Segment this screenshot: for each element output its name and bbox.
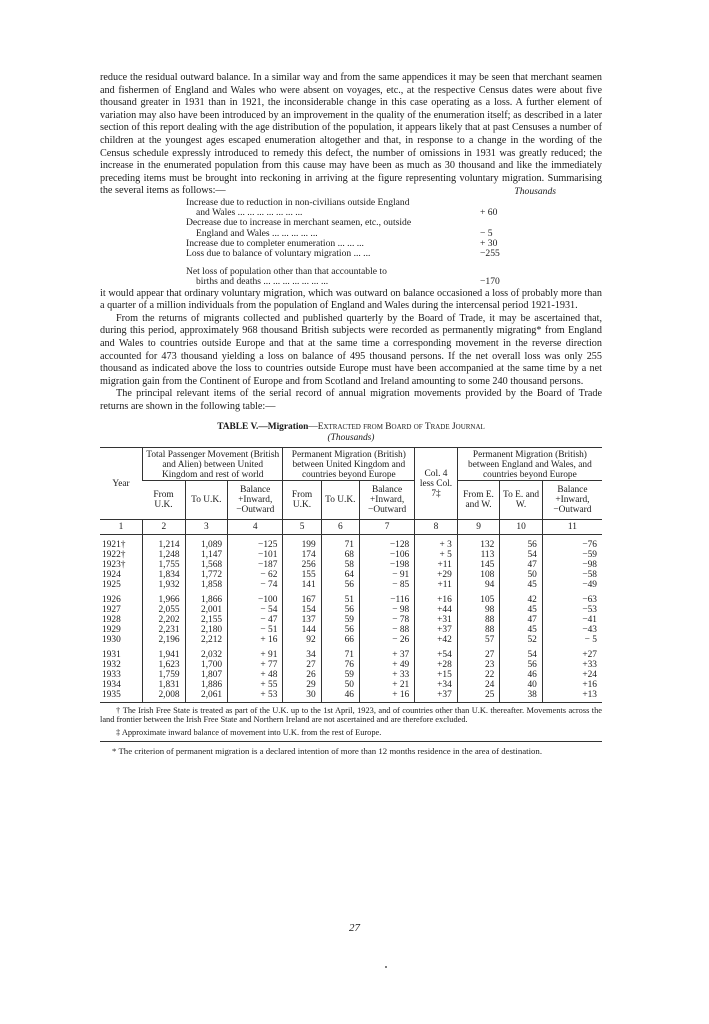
summary-item-label: Increase due to completer enumeration ... ... ... <box>186 237 364 249</box>
value-cell: −198 <box>359 560 414 570</box>
value-cell: 174 <box>283 550 321 560</box>
value-cell: 58 <box>321 560 359 570</box>
value-cell: 155 <box>283 570 321 580</box>
year-cell: 1927 <box>102 604 121 615</box>
value-cell: 137 <box>283 615 321 625</box>
value-cell: 56 <box>500 660 543 670</box>
year-cell: 1928 <box>102 614 121 625</box>
value-cell: 2,055 <box>143 605 186 615</box>
table-row <box>100 670 602 680</box>
value-cell: + 16 <box>228 635 283 645</box>
summary-item-label-cont: England and Wales ... ... ... ... ... <box>196 227 318 239</box>
col-number: 5 <box>283 519 321 534</box>
page-number: 27 <box>349 922 360 934</box>
group-header-uk: Permanent Migration (British) between United Kingdom and countries beyond Europe <box>283 447 415 480</box>
value-cell: 1,886 <box>185 680 228 690</box>
summary-item-value: + 60 <box>480 207 498 219</box>
year-cell: 1930 <box>102 634 121 645</box>
value-cell: 56 <box>321 605 359 615</box>
value-cell: −63 <box>542 590 602 605</box>
value-cell: 132 <box>457 534 500 550</box>
table-row <box>100 680 602 690</box>
value-cell: 40 <box>500 680 543 690</box>
value-cell: 1,568 <box>185 560 228 570</box>
value-cell: 27 <box>283 660 321 670</box>
value-cell: 1,759 <box>143 670 186 680</box>
value-cell: +15 <box>415 670 458 680</box>
value-cell: −59 <box>542 550 602 560</box>
col-number: 10 <box>500 519 543 534</box>
value-cell: 2,032 <box>185 645 228 660</box>
year-cell: 1929 <box>102 624 121 635</box>
value-cell: 1,866 <box>185 590 228 605</box>
summary-block <box>186 185 556 288</box>
summary-item-value: − 5 <box>480 227 493 239</box>
value-cell: 54 <box>500 550 543 560</box>
value-cell: 57 <box>457 635 500 645</box>
value-cell: 2,155 <box>185 615 228 625</box>
table-row <box>100 550 602 560</box>
value-cell: 68 <box>321 550 359 560</box>
value-cell: 76 <box>321 660 359 670</box>
col-number: 6 <box>321 519 359 534</box>
value-cell: 154 <box>283 605 321 615</box>
value-cell: +34 <box>415 680 458 690</box>
value-cell: 1,089 <box>185 534 228 550</box>
value-cell: + 49 <box>359 660 414 670</box>
value-cell: 56 <box>500 534 543 550</box>
col-number: 2 <box>143 519 186 534</box>
col-header: From E. and W. <box>457 480 500 519</box>
group-header-total: Total Passenger Movement (British and Alien) between United Kingdom and rest of world <box>143 447 283 480</box>
value-cell: + 48 <box>228 670 283 680</box>
paragraph-1: reduce the residual outward balance. In a similar way and from the same appendices it may be seen that merchant seamen and fishermen of England and Wales who were absent on voyages, etc., at the respective Census dates were about five thousand greater in 1931 than in 1921, the inconsiderable change in this case operating as a loss. A further element of variation may also have been introduced by an improvement in the quality of the enumeration itself; as described in a later section of this report dealing with the age distribution of the population, it appears likely that at past Censuses a number of children at the youngest ages escaped enumeration altogether and that, in response to a change in the wording of the Census schedule expressly introduced to remedy this defect, the number of omissions in 1931 was greatly reduced; the increase in the enumerated population from this cause may have been as much as 30 thousand and like the immediately preceding items must be brought into reckoning in arriving at the figure representing voluntary migration. Summarising the several items as follows:— <box>100 72 602 197</box>
table-row <box>100 534 602 550</box>
value-cell: −100 <box>228 590 283 605</box>
value-cell: −125 <box>228 534 283 550</box>
summary-unit: Thousands <box>514 185 556 197</box>
value-cell: + 3 <box>415 534 458 550</box>
col8-header: Col. 4 less Col. 7‡ <box>415 447 458 519</box>
col-header: Balance +Inward, −Outward <box>228 480 283 519</box>
year-header: Year <box>100 447 143 519</box>
value-cell: 1,831 <box>143 680 186 690</box>
year-cell: 1932 <box>102 659 121 670</box>
value-cell: 1,941 <box>143 645 186 660</box>
summary-net-label: Net loss of population other than that accountable to <box>186 266 387 278</box>
year-cell: 1921† <box>102 539 126 550</box>
value-cell: 199 <box>283 534 321 550</box>
value-cell: 46 <box>321 690 359 703</box>
table-row <box>100 560 602 570</box>
table-caption <box>100 422 602 444</box>
value-cell: 71 <box>321 534 359 550</box>
col-number: 1 <box>100 519 143 534</box>
table-row <box>100 635 602 645</box>
value-cell: − 54 <box>228 605 283 615</box>
col-number: 11 <box>542 519 602 534</box>
value-cell: 47 <box>500 615 543 625</box>
value-cell: 34 <box>283 645 321 660</box>
year-cell: 1923† <box>102 559 126 570</box>
value-cell: +44 <box>415 605 458 615</box>
value-cell: 1,248 <box>143 550 186 560</box>
table-row <box>100 645 602 660</box>
page-body <box>100 72 602 756</box>
value-cell: −41 <box>542 615 602 625</box>
paragraph-3: From the returns of migrants collected and published quarterly by the Board of Trade, it may be ascertained that, during this period, approximately 968 thousand British subjects were recorded as permanently migrating* from England and Wales to countries outside Europe and that at the same time a corresponding movement in the reverse direction accounted for 473 thousand yielding a loss on balance of 495 thousand persons. If the net overall loss was only 255 thousand as indicated above the loss to countries outside Europe must have been accompanied at the same time by a net migration gain from the Continent of Europe and from Scotland and Ireland amounting to some 240 thousand persons. <box>100 312 602 387</box>
value-cell: 50 <box>500 570 543 580</box>
speck <box>385 966 387 968</box>
value-cell: 1,807 <box>185 670 228 680</box>
value-cell: 1,858 <box>185 580 228 590</box>
value-cell: −98 <box>542 560 602 570</box>
value-cell: +54 <box>415 645 458 660</box>
summary-net <box>186 277 516 287</box>
value-cell: 113 <box>457 550 500 560</box>
value-cell: − 51 <box>228 625 283 635</box>
table-row <box>100 590 602 605</box>
value-cell: 56 <box>321 580 359 590</box>
value-cell: 47 <box>500 560 543 570</box>
year-cell: 1925 <box>102 579 121 590</box>
value-cell: 27 <box>457 645 500 660</box>
value-cell: −116 <box>359 590 414 605</box>
value-cell: 1,932 <box>143 580 186 590</box>
table-row <box>100 580 602 590</box>
value-cell: −49 <box>542 580 602 590</box>
value-cell: 98 <box>457 605 500 615</box>
value-cell: − 88 <box>359 625 414 635</box>
value-cell: +37 <box>415 625 458 635</box>
value-cell: 108 <box>457 570 500 580</box>
col-header: From U.K. <box>283 480 321 519</box>
value-cell: 64 <box>321 570 359 580</box>
summary-item-value: + 30 <box>480 237 498 249</box>
value-cell: 2,001 <box>185 605 228 615</box>
value-cell: + 16 <box>359 690 414 703</box>
col-header: To U.K. <box>321 480 359 519</box>
value-cell: − 78 <box>359 615 414 625</box>
summary-item <box>186 249 516 259</box>
value-cell: − 98 <box>359 605 414 615</box>
value-cell: 2,231 <box>143 625 186 635</box>
year-cell: 1931 <box>102 649 121 660</box>
value-cell: 24 <box>457 680 500 690</box>
value-cell: + 37 <box>359 645 414 660</box>
value-cell: +27 <box>542 645 602 660</box>
value-cell: +42 <box>415 635 458 645</box>
value-cell: 51 <box>321 590 359 605</box>
value-cell: 45 <box>500 580 543 590</box>
value-cell: +29 <box>415 570 458 580</box>
value-cell: 38 <box>500 690 543 703</box>
value-cell: −58 <box>542 570 602 580</box>
value-cell: 105 <box>457 590 500 605</box>
paragraph-4: The principal relevant items of the serial record of annual migration movements provided by the Board of Trade returns are shown in the following table:— <box>100 388 602 412</box>
value-cell: 1,700 <box>185 660 228 670</box>
summary-net-label-cont: births and deaths ... ... ... ... ... ... ... <box>196 276 329 288</box>
value-cell: 45 <box>500 605 543 615</box>
value-cell: 50 <box>321 680 359 690</box>
value-cell: +11 <box>415 560 458 570</box>
value-cell: 1,147 <box>185 550 228 560</box>
summary-item-label: Loss due to balance of voluntary migration ... ... <box>186 247 371 259</box>
table-row <box>100 690 602 703</box>
value-cell: + 55 <box>228 680 283 690</box>
value-cell: 66 <box>321 635 359 645</box>
value-cell: − 91 <box>359 570 414 580</box>
value-cell: 1,966 <box>143 590 186 605</box>
year-cell: 1934 <box>102 679 121 690</box>
value-cell: + 77 <box>228 660 283 670</box>
value-cell: − 5 <box>542 635 602 645</box>
col-number: 9 <box>457 519 500 534</box>
table-row <box>100 660 602 670</box>
col-number: 4 <box>228 519 283 534</box>
table-caption-title: TABLE V.—Migration <box>217 421 309 432</box>
value-cell: −53 <box>542 605 602 615</box>
value-cell: 54 <box>500 645 543 660</box>
value-cell: 56 <box>321 625 359 635</box>
value-cell: − 85 <box>359 580 414 590</box>
value-cell: +16 <box>415 590 458 605</box>
value-cell: + 33 <box>359 670 414 680</box>
value-cell: 1,834 <box>143 570 186 580</box>
value-cell: +33 <box>542 660 602 670</box>
table-caption-unit: (Thousands) <box>327 432 375 443</box>
value-cell: 1,623 <box>143 660 186 670</box>
value-cell: 88 <box>457 625 500 635</box>
value-cell: −76 <box>542 534 602 550</box>
value-cell: 2,180 <box>185 625 228 635</box>
value-cell: − 62 <box>228 570 283 580</box>
col-number: 8 <box>415 519 458 534</box>
col-header: To E. and W. <box>500 480 543 519</box>
value-cell: −128 <box>359 534 414 550</box>
col-header: Balance +Inward, −Outward <box>359 480 414 519</box>
value-cell: 2,202 <box>143 615 186 625</box>
value-cell: 92 <box>283 635 321 645</box>
col-header: To U.K. <box>185 480 228 519</box>
value-cell: 94 <box>457 580 500 590</box>
value-cell: 256 <box>283 560 321 570</box>
value-cell: 145 <box>457 560 500 570</box>
value-cell: 22 <box>457 670 500 680</box>
table-caption-source: —Extracted from Board of Trade Journal <box>308 421 485 432</box>
year-cell: 1922† <box>102 549 126 560</box>
value-cell: +37 <box>415 690 458 703</box>
col-number: 7 <box>359 519 414 534</box>
table-row <box>100 615 602 625</box>
value-cell: − 26 <box>359 635 414 645</box>
footnote-ddagger: ‡ Approximate inward balance of movement into U.K. from the rest of Europe. <box>116 727 382 737</box>
value-cell: +28 <box>415 660 458 670</box>
value-cell: 2,212 <box>185 635 228 645</box>
value-cell: 1,755 <box>143 560 186 570</box>
value-cell: +31 <box>415 615 458 625</box>
summary-item-label-cont: and Wales ... ... ... ... ... ... ... <box>196 207 303 219</box>
footnote-rule <box>100 741 602 742</box>
value-cell: 25 <box>457 690 500 703</box>
value-cell: −187 <box>228 560 283 570</box>
table-row <box>100 625 602 635</box>
value-cell: 167 <box>283 590 321 605</box>
summary-item-label: Increase due to reduction in non-civilians outside England <box>186 196 410 208</box>
value-cell: 141 <box>283 580 321 590</box>
value-cell: −106 <box>359 550 414 560</box>
summary-item-value: −255 <box>480 247 500 259</box>
footnote-dagger: † The Irish Free State is treated as part of the U.K. up to the 1st April, 1923, and of countries other than U.K. thereafter. Movements across the land frontier between the Irish Free State and Northern Ireland are not ascertained and are therefore excluded. <box>100 705 602 725</box>
value-cell: 1,214 <box>143 534 186 550</box>
value-cell: +11 <box>415 580 458 590</box>
summary-item-label: Decrease due to increase in merchant seamen, etc., outside <box>186 217 412 229</box>
value-cell: +24 <box>542 670 602 680</box>
value-cell: 88 <box>457 615 500 625</box>
summary-net-value: −170 <box>480 276 500 288</box>
value-cell: 1,772 <box>185 570 228 580</box>
value-cell: 59 <box>321 615 359 625</box>
value-cell: −101 <box>228 550 283 560</box>
value-cell: + 5 <box>415 550 458 560</box>
paragraph-2: it would appear that ordinary voluntary migration, which was outward on balance occasioned a loss of probably more than a quarter of a million individuals from the population of England and Wales during the intercensal period 1921-1931. <box>100 287 602 312</box>
year-cell: 1924 <box>102 569 121 580</box>
value-cell: 46 <box>500 670 543 680</box>
value-cell: 2,008 <box>143 690 186 703</box>
group-header-ew: Permanent Migration (British) between England and Wales, and countries beyond Europe <box>457 447 602 480</box>
table-body <box>100 534 602 702</box>
value-cell: + 53 <box>228 690 283 703</box>
value-cell: 2,196 <box>143 635 186 645</box>
value-cell: − 47 <box>228 615 283 625</box>
migration-table <box>100 447 602 703</box>
value-cell: −43 <box>542 625 602 635</box>
value-cell: 23 <box>457 660 500 670</box>
year-cell: 1933 <box>102 669 121 680</box>
table-row <box>100 605 602 615</box>
col-header: From U.K. <box>153 489 174 510</box>
value-cell: 71 <box>321 645 359 660</box>
column-number-row <box>100 519 602 534</box>
value-cell: 26 <box>283 670 321 680</box>
col-number: 3 <box>185 519 228 534</box>
value-cell: 144 <box>283 625 321 635</box>
footnote-star: * The criterion of permanent migration is a declared intention of more than 12 months residence in the area of destination. <box>112 746 543 757</box>
value-cell: 30 <box>283 690 321 703</box>
year-cell: 1926 <box>102 594 121 605</box>
value-cell: +13 <box>542 690 602 703</box>
value-cell: 2,061 <box>185 690 228 703</box>
value-cell: − 74 <box>228 580 283 590</box>
table-row <box>100 570 602 580</box>
value-cell: + 91 <box>228 645 283 660</box>
year-cell: 1935 <box>100 690 143 703</box>
value-cell: + 21 <box>359 680 414 690</box>
value-cell: 42 <box>500 590 543 605</box>
value-cell: 52 <box>500 635 543 645</box>
value-cell: +16 <box>542 680 602 690</box>
value-cell: 59 <box>321 670 359 680</box>
value-cell: 45 <box>500 625 543 635</box>
value-cell: 29 <box>283 680 321 690</box>
col-header: Balance +Inward, −Outward <box>542 480 602 519</box>
